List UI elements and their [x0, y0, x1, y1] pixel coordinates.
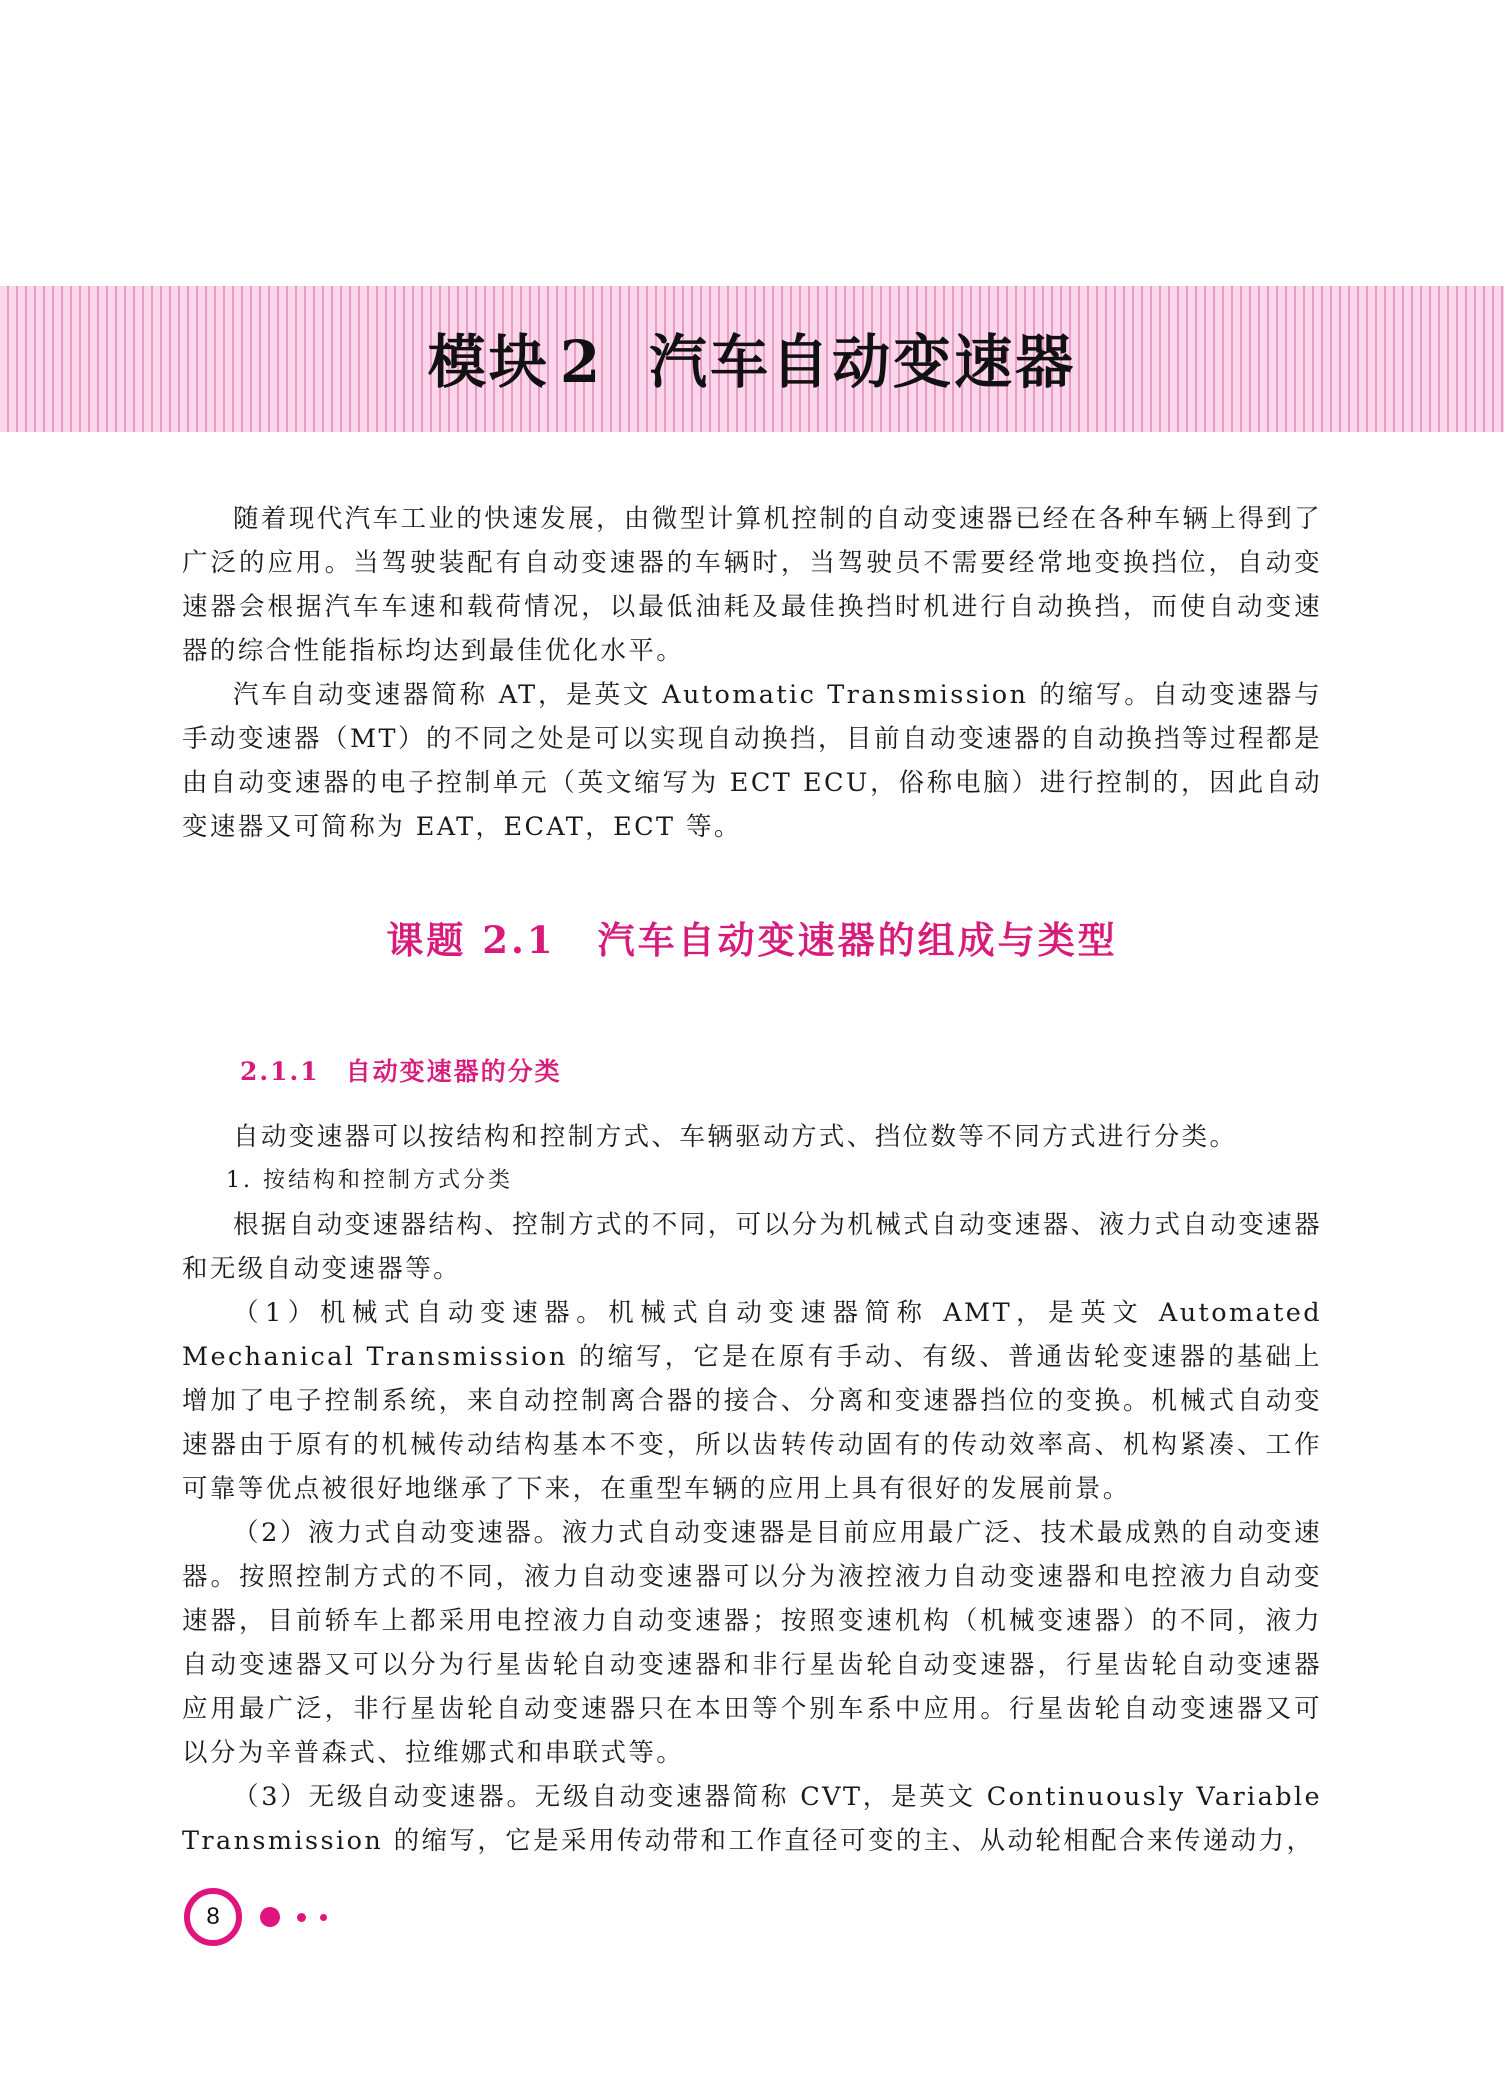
subheading-classification: 1. 按结构和控制方式分类: [226, 1168, 513, 1193]
module-number: 2: [559, 328, 604, 396]
intro-text: [182, 497, 1322, 849]
lesson-label: 课题 2.1: [386, 918, 556, 962]
lesson-name: 汽车自动变速器的组成与类型: [597, 918, 1118, 962]
page-number: 8: [184, 1888, 242, 1946]
content-paragraph-1: 自动变速器可以按结构和控制方式、车辆驱动方式、挡位数等不同方式进行分类。: [233, 1122, 1238, 1152]
module-label: 模块: [427, 328, 550, 396]
content-paragraph-hydraulic: （2）液力式自动变速器。液力式自动变速器是目前应用最广泛、技术最成熟的自动变速器。按照控制方式的不同，液力自动变速器可以分为液控液力自动变速器和电控液力自动变速器，目前轿车上都采用电控液力自动变速器；按照变速机构（机械变速器）的不同，液力自动变速器又可以分为行星齿轮自动变速器和非行星齿轮自动变速器，行星齿轮自动变速器应用最广泛，非行星齿轮自动变速器只在本田等个别车系中应用。行星齿轮自动变速器又可以分为辛普森式、拉维娜式和串联式等。: [182, 1518, 1322, 1768]
lesson-title: [0, 910, 1504, 964]
decorative-dot-medium: [297, 1913, 306, 1922]
decorative-dot-large: [260, 1907, 280, 1927]
content-paragraph-2: 根据自动变速器结构、控制方式的不同，可以分为机械式自动变速器、液力式自动变速器和无级自动变速器等。: [182, 1210, 1322, 1284]
module-name: 汽车自动变速器: [649, 328, 1077, 396]
content-paragraph-amt: （1）机械式自动变速器。机械式自动变速器简称 AMT，是英文 Automated Mechanical Transmission 的缩写，它是在原有手动、有级、普通齿轮变速器的基础上增加了电子控制系统，来自动控制离合器的接合、分离和变速器挡位的变换。机械式自动变速器由于原有的机械传动结构基本不变，所以齿转传动固有的传动效率高、机构紧凑、工作可靠等优点被很好地继承了下来，在重型车辆的应用上具有很好的发展前景。: [182, 1298, 1322, 1504]
section-heading: [240, 1052, 562, 1088]
decorative-dot-small: [320, 1914, 327, 1921]
section-name: 自动变速器的分类: [345, 1057, 562, 1086]
content-paragraph-cvt: （3）无级自动变速器。无级自动变速器简称 CVT，是英文 Continuously Variable Transmission 的缩写，它是采用传动带和工作直径可变的主、从动轮相配合来传递动力，: [182, 1782, 1322, 1856]
section-content: [182, 1115, 1322, 1863]
section-number: 2.1.1: [240, 1057, 320, 1086]
intro-paragraph-2: 汽车自动变速器简称 AT，是英文 Automatic Transmission 的缩写。自动变速器与手动变速器（MT）的不同之处是可以实现自动换挡，目前自动变速器的自动换挡等过程都是由自动变速器的电子控制单元（英文缩写为 ECT ECU，俗称电脑）进行控制的，因此自动变速器又可简称为 EAT，ECAT，ECT 等。: [182, 680, 1322, 842]
module-title: [0, 326, 1504, 398]
intro-paragraph-1: 随着现代汽车工业的快速发展，由微型计算机控制的自动变速器已经在各种车辆上得到了广泛的应用。当驾驶装配有自动变速器的车辆时，当驾驶员不需要经常地变换挡位，自动变速器会根据汽车车速和载荷情况，以最低油耗及最佳换挡时机进行自动换挡，而使自动变速器的综合性能指标均达到最佳优化水平。: [182, 504, 1322, 666]
